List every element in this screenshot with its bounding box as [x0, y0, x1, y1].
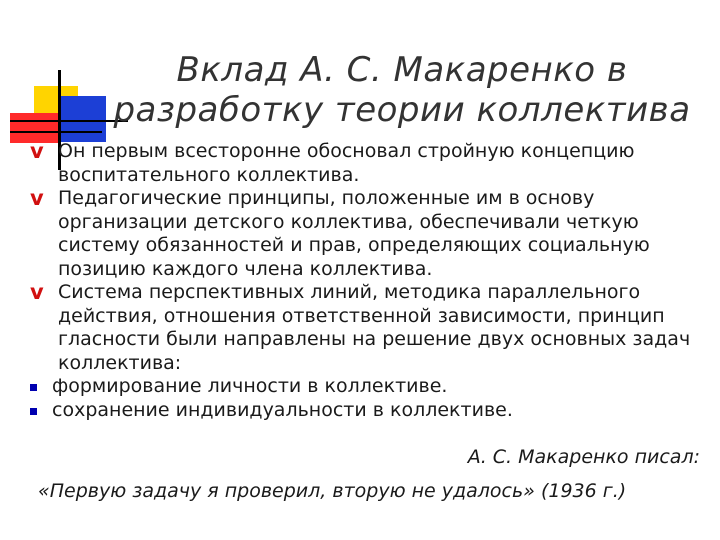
- bullet-item: [30, 281, 710, 375]
- sub-bullet-item: [30, 399, 710, 423]
- slide-content: [30, 140, 710, 422]
- diamond-v-bullet-icon: v: [30, 280, 44, 304]
- sub-bullet-text: формирование личности в коллективе.: [52, 375, 448, 397]
- bullet-item: [30, 187, 710, 281]
- signature-line: А. С. Макаренко писал:: [467, 446, 700, 468]
- diamond-v-bullet-icon: v: [30, 186, 44, 210]
- slide-title: Вклад А. С. Макаренко в разработку теории коллектива: [113, 50, 691, 130]
- bullet-text: Он первым всесторонне обосновал стройную концепцию воспитательного коллектива.: [58, 140, 635, 186]
- diamond-v-bullet-icon: v: [30, 139, 44, 163]
- sub-bullet-item: [30, 375, 710, 399]
- bullet-item: [30, 140, 710, 187]
- bullet-text: Педагогические принципы, положенные им в основу организации детского коллектива, обеспечивали четкую систему обязанностей и прав, определяющих социальную позицию каждого члена коллектива.: [58, 187, 650, 280]
- decor-blue-square: [60, 96, 106, 142]
- sub-bullet-text: сохранение индивидуальности в коллективе.: [52, 398, 513, 421]
- square-bullet-icon: [30, 384, 37, 391]
- square-bullet-icon: [30, 408, 37, 415]
- bullet-text: Система перспективных линий, методика параллельного действия, отношения ответственной зависимости, принцип гласности были направлены на решение двух основных задач коллектива:: [58, 281, 691, 374]
- quote-line: «Первую задачу я проверил, вторую не удалось» (1936 г.): [38, 480, 627, 502]
- decor-horizontal-line-2: [10, 131, 102, 133]
